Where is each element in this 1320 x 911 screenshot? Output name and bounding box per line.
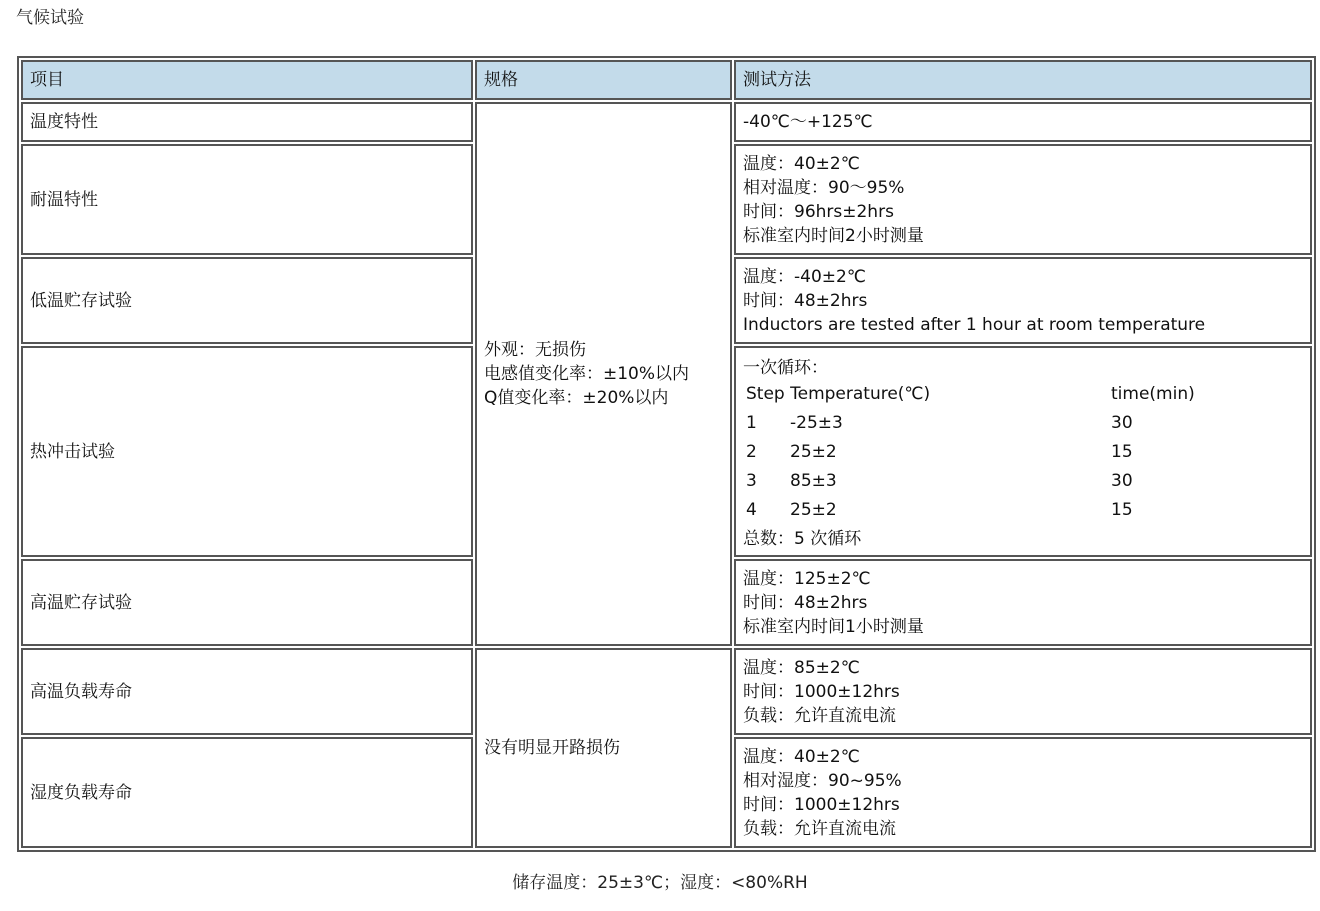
header-item: 项目 — [21, 60, 473, 100]
method-line: Inductors are tested after 1 hour at room temperature — [743, 314, 1206, 335]
method-line: 温度：85±2℃ — [743, 657, 860, 678]
method-line: 标准室内时间2小时测量 — [743, 225, 924, 246]
header-row — [21, 60, 1312, 100]
cycle-step-row — [746, 409, 1303, 438]
method-line: 负载：允许直流电流 — [743, 705, 896, 726]
cycle-header — [746, 380, 1303, 409]
climate-test-table — [17, 56, 1316, 852]
method-line: 时间：48±2hrs — [743, 592, 868, 613]
header-method: 测试方法 — [734, 60, 1312, 100]
item-cell: 高温贮存试验 — [21, 559, 473, 646]
method-cell — [734, 144, 1312, 255]
method-line: -40℃～+125℃ — [743, 112, 873, 132]
spec-line: 外观：无损伤 — [484, 340, 586, 360]
method-cell — [734, 737, 1312, 848]
method-line: 标准室内时间1小时测量 — [743, 616, 924, 637]
method-line: 温度：125±2℃ — [743, 568, 871, 589]
cycle-total: 总数：5 次循环 — [743, 529, 862, 549]
item-cell: 耐温特性 — [21, 144, 473, 255]
spec-cell-group-2 — [475, 648, 732, 848]
item-cell: 湿度负载寿命 — [21, 737, 473, 848]
item-cell: 温度特性 — [21, 102, 473, 142]
cycle-col-time: time(min) — [1111, 384, 1195, 404]
cycle-step-row — [746, 496, 1303, 525]
cycle-temp: 25±2 — [790, 500, 837, 520]
method-line: 时间：1000±12hrs — [743, 794, 900, 815]
method-cell — [734, 102, 1312, 142]
cycle-time: 15 — [1111, 442, 1133, 462]
item-cell: 高温负载寿命 — [21, 648, 473, 735]
method-line: 温度：-40±2℃ — [743, 266, 866, 287]
table-row — [21, 102, 1312, 142]
method-line: 温度：40±2℃ — [743, 746, 860, 767]
cycle-time: 30 — [1111, 471, 1133, 491]
spec-line: Q值变化率：±20%以内 — [484, 388, 669, 408]
spec-cell-group-1 — [475, 102, 732, 646]
spec-line: 电感值变化率：±10%以内 — [484, 364, 690, 384]
method-line: 温度：40±2℃ — [743, 153, 860, 174]
item-cell: 热冲击试验 — [21, 346, 473, 557]
method-cell — [734, 648, 1312, 735]
method-line: 相对温度：90～95% — [743, 177, 905, 198]
cycle-temp: -25±3 — [790, 413, 843, 433]
cycle-temp: 85±3 — [790, 471, 837, 491]
method-cell — [734, 257, 1312, 344]
method-line: 时间：1000±12hrs — [743, 681, 900, 702]
method-line: 相对湿度：90~95% — [743, 770, 902, 791]
storage-conditions-note: 储存温度：25±3℃；湿度：<80%RH — [512, 873, 808, 893]
cycle-step: 2 — [746, 442, 757, 462]
table-row — [21, 648, 1312, 735]
method-line: 时间：96hrs±2hrs — [743, 201, 894, 222]
cycle-step-row — [746, 467, 1303, 496]
method-cell — [734, 559, 1312, 646]
cycle-intro: 一次循环： — [743, 358, 828, 378]
spec-line: 没有明显开路损伤 — [484, 738, 620, 758]
cycle-time: 30 — [1111, 413, 1133, 433]
method-line: 时间：48±2hrs — [743, 290, 868, 311]
method-cell-thermal-shock — [734, 346, 1312, 557]
cycle-temp: 25±2 — [790, 442, 837, 462]
page-title: 气候试验 — [16, 8, 84, 28]
cycle-step: 4 — [746, 500, 757, 520]
item-cell: 低温贮存试验 — [21, 257, 473, 344]
cycle-step-row — [746, 438, 1303, 467]
cycle-col-step-temp: Step Temperature(℃) — [746, 384, 931, 404]
cycle-step: 1 — [746, 413, 757, 433]
header-spec: 规格 — [475, 60, 732, 100]
cycle-time: 15 — [1111, 500, 1133, 520]
cycle-step: 3 — [746, 471, 757, 491]
method-line: 负载：允许直流电流 — [743, 818, 896, 839]
